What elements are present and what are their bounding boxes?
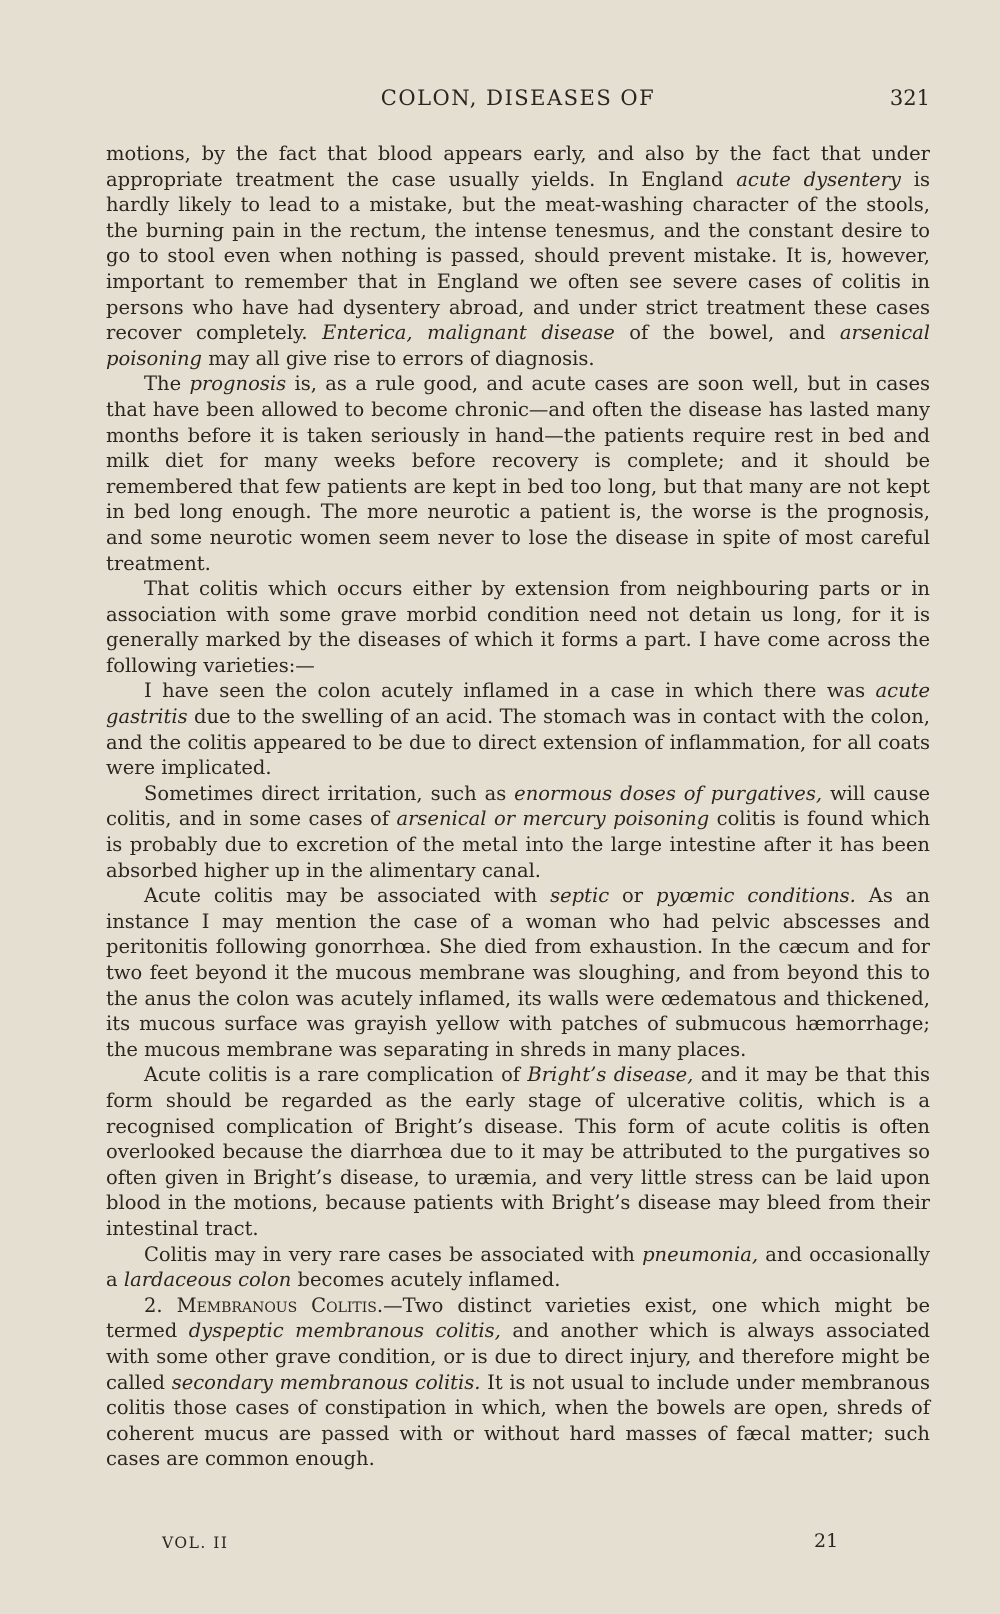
text-run: colitis is found which is probably due to excretion of the metal into the large intestine after it has been absorbed higher up in the alimentary canal. bbox=[106, 807, 930, 882]
text-run: due to the swelling of an acid. The stomach was in contact with the colon, and the colitis appeared to be due to direct extension of inflammation, for all coats were implicated. bbox=[106, 705, 930, 780]
text-run: That colitis which occurs either by extension from neighbouring parts or in association with some grave morbid condition need not detain us long, for it is generally marked by the diseases of which it forms a part. I have come across the following varieties:— bbox=[106, 577, 930, 677]
italic-term: pneumonia, bbox=[642, 1242, 759, 1266]
italic-term: arsenical or mercury poisoning bbox=[396, 807, 710, 831]
section-heading: Membranous Colitis. bbox=[176, 1293, 384, 1317]
text-run: Colitis may in very rare cases be associated with bbox=[144, 1242, 643, 1266]
text-run: may all give rise to errors of diagnosis. bbox=[202, 346, 595, 370]
text-run: Acute colitis is a rare complication of bbox=[144, 1063, 528, 1087]
running-head bbox=[106, 86, 930, 120]
text-run: and occasionally a bbox=[106, 1242, 930, 1292]
italic-term: pyœmic conditions. bbox=[656, 884, 856, 908]
text-run: is, as a rule good, and acute cases are soon well, but in cases that have been allowed to become chronic—and often the disease has lasted many months before it is taken seriously in hand—the patients require rest in bed and milk diet for many weeks before recovery is complete; and it should be remembered that few patients are kept in bed too long, but that many are not kept in bed long enough. The more neurotic a patient is, the worse is the prognosis, and some neurotic women seem never to lose the disease in spite of most careful treatment. bbox=[106, 372, 930, 575]
italic-term: acute dysentery bbox=[736, 167, 901, 191]
text-run: The bbox=[144, 372, 190, 396]
italic-term: enormous doses of purgatives, bbox=[514, 781, 823, 805]
text-run: I have seen the colon acutely inflamed in a case in which there was bbox=[144, 679, 876, 703]
paragraph bbox=[106, 781, 930, 883]
text-run: will cause colitis, and in some cases of bbox=[106, 781, 930, 831]
page-number: 321 bbox=[889, 86, 930, 110]
paragraph bbox=[106, 678, 930, 780]
text-run: As an instance I may mention the case of a woman who had pelvic abscesses and peritonitis following gonorrhœa. She died from exhaustion. In the cæcum and for two feet beyond it the mucous membrane was sloughing, and from beyond this to the anus the colon was acutely inflamed, its walls were œdematous and thickened, its mucous surface was grayish yellow with patches of submucous hæmorrhage; the mucous membrane was separating in shreds in many places. bbox=[106, 884, 930, 1061]
italic-term: septic bbox=[550, 884, 610, 908]
text-run: is hardly likely to lead to a mistake, but the meat-washing character of the stools, the burning pain in the rectum, the intense tenesmus, and the constant desire to go to stool even when nothing is passed, should prevent mistake. It is, however, important to remember that in England we often see severe cases of colitis in persons who have had dysentery abroad, and under strict treatment these cases recover completely. bbox=[106, 167, 930, 345]
italic-term: Enterica, malignant disease bbox=[322, 321, 615, 345]
italic-term: acute gastritis bbox=[106, 679, 930, 729]
italic-term: arsenical poisoning bbox=[106, 321, 930, 370]
paragraph bbox=[106, 1242, 930, 1293]
paragraph bbox=[106, 576, 930, 678]
italic-term: secondary membranous colitis. bbox=[171, 1370, 481, 1394]
italic-term: Bright’s disease, bbox=[527, 1063, 694, 1087]
text-run: motions, by the fact that blood appears early, and also by the fact that under appropriate treatment the case usually yields. In England bbox=[106, 142, 930, 191]
volume-label: VOL. II bbox=[162, 1534, 229, 1552]
paragraph bbox=[106, 141, 930, 371]
paragraph bbox=[106, 1062, 930, 1241]
page-footer bbox=[106, 1530, 930, 1560]
text-run: It is not usual to include under membranous colitis those cases of constipation in which, when the bowels are open, shreds of coherent mucus are passed with or without hard masses of fæcal matter; such cases are common enough. bbox=[106, 1370, 930, 1471]
text-run: becomes acutely inflamed. bbox=[291, 1268, 561, 1292]
italic-term: dyspeptic membranous colitis, bbox=[188, 1319, 501, 1343]
paragraph bbox=[106, 1293, 930, 1472]
text-run: Acute colitis may be associated with bbox=[144, 884, 551, 908]
text-run: or bbox=[609, 884, 657, 908]
text-run: and it may be that this form should be regarded as the early stage of ulcerative colitis, which is a recognised complication of Bright’s disease. This form of acute colitis is often overlooked because the diarrhœa due to it may be attributed to the purgatives so often given in Bright’s disease, to uræmia, and very little stress can be laid upon blood in the motions, because patients with Bright’s disease may bleed from their intestinal tract. bbox=[106, 1063, 930, 1240]
text-run: Sometimes direct irritation, such as bbox=[144, 781, 515, 805]
signature-mark: 21 bbox=[814, 1530, 839, 1552]
text-run: 2. bbox=[144, 1293, 177, 1317]
italic-term: lardaceous colon bbox=[123, 1268, 292, 1292]
paragraph bbox=[106, 883, 930, 1062]
text-run: —Two distinct varieties exist, one which might be termed bbox=[106, 1293, 931, 1343]
paragraph bbox=[106, 371, 930, 576]
text-run: of the bowel, and bbox=[614, 321, 840, 345]
italic-term: prognosis bbox=[189, 372, 287, 396]
text-run: and another which is always associated with some other grave condition, or is due to direct injury, and therefore might be called bbox=[106, 1319, 930, 1394]
body-text bbox=[106, 141, 930, 1472]
running-title: COLON, DISEASES OF bbox=[380, 86, 656, 110]
